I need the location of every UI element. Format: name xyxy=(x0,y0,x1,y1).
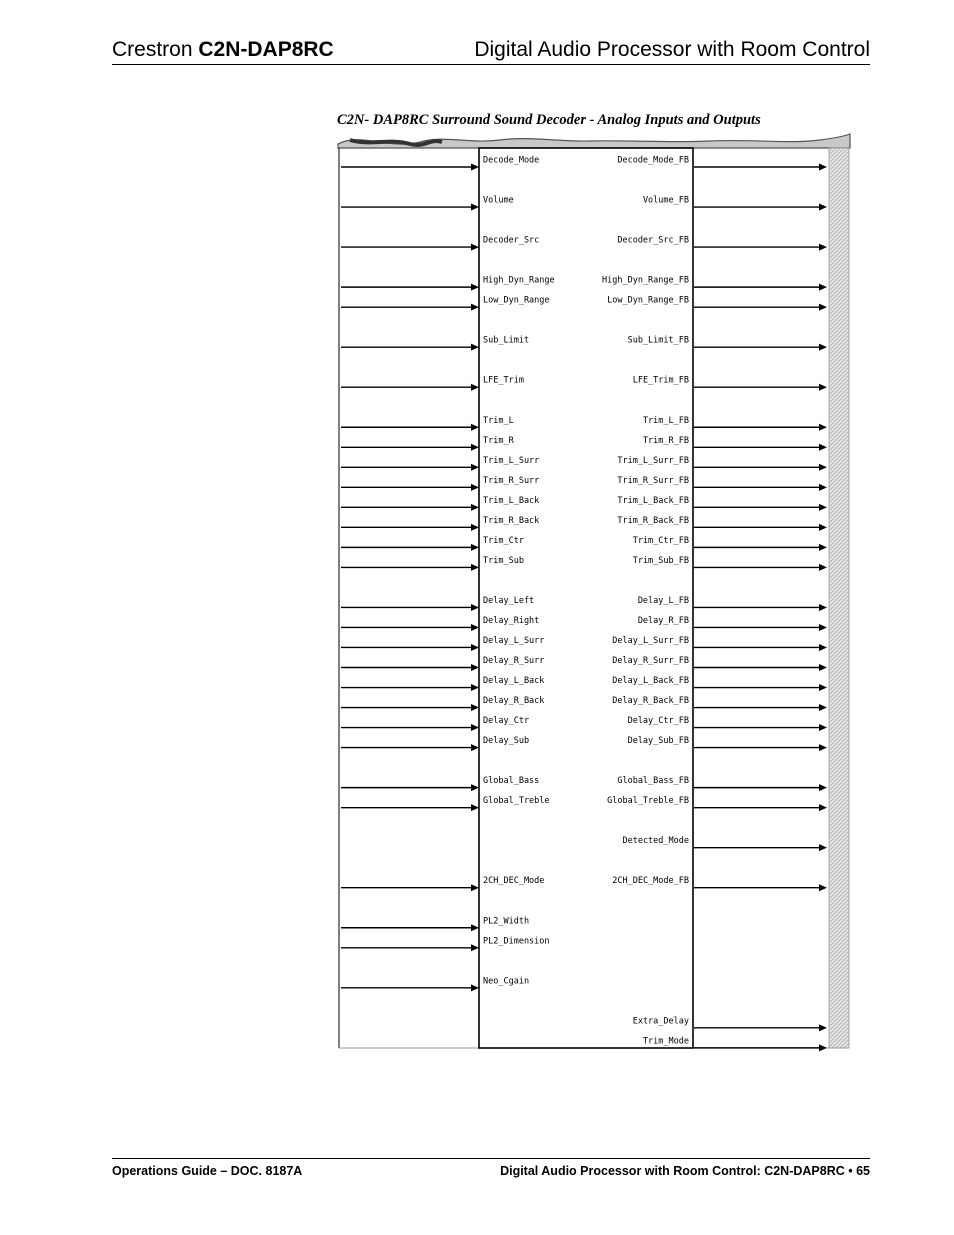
output-signal-label: Extra_Delay xyxy=(632,1016,689,1027)
input-signal-label: Delay_Left xyxy=(483,595,535,606)
input-arrow xyxy=(471,384,479,391)
output-signal-label: Trim_R_Surr_FB xyxy=(617,475,689,486)
input-signal-label: Global_Treble xyxy=(483,796,550,807)
header-brand: Crestron xyxy=(112,38,193,61)
output-signal-label: Volume_FB xyxy=(642,195,689,206)
input-arrow xyxy=(471,444,479,451)
input-arrow xyxy=(471,564,479,571)
output-signal-label: Trim_R_FB xyxy=(642,435,689,446)
output-arrow xyxy=(819,844,827,851)
header-product-title: Digital Audio Processor with Room Control xyxy=(474,38,870,61)
input-arrow xyxy=(471,544,479,551)
input-signal-label: Trim_R xyxy=(483,435,514,446)
input-signal-label: Trim_Ctr xyxy=(483,535,524,546)
output-signal-label: Delay_L_Surr_FB xyxy=(612,635,689,646)
input-arrow xyxy=(471,944,479,951)
output-arrow xyxy=(819,804,827,811)
input-signal-label: High_Dyn_Range xyxy=(483,275,555,286)
output-signal-label: High_Dyn_Range_FB xyxy=(602,275,689,286)
output-arrow xyxy=(819,504,827,511)
input-signal-label: Trim_R_Surr xyxy=(483,475,540,486)
output-signal-label: Trim_L_Surr_FB xyxy=(617,455,689,466)
output-arrow xyxy=(819,1024,827,1031)
input-signal-label: Delay_Ctr xyxy=(483,716,530,727)
input-arrow xyxy=(471,884,479,891)
page-header xyxy=(112,36,870,65)
input-arrow xyxy=(471,604,479,611)
output-signal-label: Trim_L_FB xyxy=(642,415,689,426)
input-arrow xyxy=(471,744,479,751)
input-signal-label: LFE_Trim xyxy=(483,375,524,386)
input-arrow xyxy=(471,704,479,711)
input-signal-label: Global_Bass xyxy=(483,776,540,787)
input-arrow xyxy=(471,464,479,471)
input-signal-label: Delay_Right xyxy=(483,615,540,626)
output-arrow xyxy=(819,604,827,611)
output-arrow xyxy=(819,564,827,571)
output-signal-label: Delay_Ctr_FB xyxy=(627,716,689,727)
output-arrow xyxy=(819,464,827,471)
symbol-diagram xyxy=(330,130,854,1055)
output-signal-label: Trim_L_Back_FB xyxy=(617,495,689,506)
input-signal-label: Trim_L_Surr xyxy=(483,455,540,466)
output-arrow xyxy=(819,444,827,451)
output-signal-label: Global_Bass_FB xyxy=(617,776,689,787)
output-arrow xyxy=(819,204,827,211)
input-signal-label: Delay_L_Back xyxy=(483,676,545,687)
output-arrow xyxy=(819,484,827,491)
input-signal-label: Sub_Limit xyxy=(483,335,530,346)
output-arrow xyxy=(819,244,827,251)
output-signal-label: Trim_Sub_FB xyxy=(632,555,689,566)
output-signal-label: Sub_Limit_FB xyxy=(627,335,689,346)
footer-page-info: Digital Audio Processor with Room Control: C2N-DAP8RC • 65 xyxy=(500,1164,870,1178)
input-signal-label: Delay_R_Back xyxy=(483,696,545,707)
input-arrow xyxy=(471,804,479,811)
output-arrow xyxy=(819,644,827,651)
input-signal-label: Decoder_Src xyxy=(483,235,540,246)
output-signal-label: Delay_L_Back_FB xyxy=(612,676,689,687)
output-signal-label: Decoder_Src_FB xyxy=(617,235,689,246)
header-brand-line xyxy=(112,38,334,62)
input-arrow xyxy=(471,164,479,171)
input-signal-label: Trim_R_Back xyxy=(483,515,540,526)
input-signal-label: Low_Dyn_Range xyxy=(483,295,550,306)
output-signal-label: Delay_Sub_FB xyxy=(627,736,689,747)
output-signal-label: Trim_Ctr_FB xyxy=(632,535,689,546)
output-signal-label: Delay_L_FB xyxy=(637,595,689,606)
input-arrow xyxy=(471,784,479,791)
input-signal-label: Volume xyxy=(483,195,514,206)
input-arrow xyxy=(471,524,479,531)
output-signal-label: Delay_R_Surr_FB xyxy=(612,656,689,666)
input-arrow xyxy=(471,644,479,651)
input-signal-label: Trim_L_Back xyxy=(483,495,540,506)
input-signal-label: Delay_R_Surr xyxy=(483,656,545,666)
input-arrow xyxy=(471,304,479,311)
input-arrow xyxy=(471,984,479,991)
input-arrow xyxy=(471,924,479,931)
input-signal-label: Trim_L xyxy=(483,415,514,426)
input-arrow xyxy=(471,504,479,511)
output-arrow xyxy=(819,524,827,531)
output-signal-label: Delay_R_Back_FB xyxy=(612,696,689,707)
input-signal-label: 2CH_DEC_Mode xyxy=(483,876,545,887)
input-arrow xyxy=(471,624,479,631)
output-arrow xyxy=(819,164,827,171)
output-signal-label: LFE_Trim_FB xyxy=(632,375,689,386)
output-arrow xyxy=(819,704,827,711)
output-signal-label: 2CH_DEC_Mode_FB xyxy=(612,876,689,887)
output-signal-label: Trim_R_Back_FB xyxy=(617,515,689,526)
input-signal-label: PL2_Width xyxy=(483,916,530,927)
output-arrow xyxy=(819,384,827,391)
output-arrow xyxy=(819,304,827,311)
output-arrow xyxy=(819,724,827,731)
scrollbar-strip xyxy=(829,148,849,1048)
output-arrow xyxy=(819,884,827,891)
output-arrow xyxy=(819,284,827,291)
input-arrow xyxy=(471,664,479,671)
input-signal-label: Trim_Sub xyxy=(483,555,524,566)
output-arrow xyxy=(819,424,827,431)
output-arrow xyxy=(819,684,827,691)
input-arrow xyxy=(471,204,479,211)
input-arrow xyxy=(471,484,479,491)
input-arrow xyxy=(471,684,479,691)
input-signal-label: Delay_Sub xyxy=(483,736,530,747)
output-arrow xyxy=(819,1044,827,1051)
output-arrow xyxy=(819,344,827,351)
header-model: C2N-DAP8RC xyxy=(198,38,334,61)
page-footer xyxy=(112,1158,870,1178)
input-arrow xyxy=(471,724,479,731)
input-signal-label: Neo_Cgain xyxy=(483,976,530,987)
output-arrow xyxy=(819,784,827,791)
input-signal-label: Decode_Mode xyxy=(483,155,540,166)
footer-doc-id: Operations Guide – DOC. 8187A xyxy=(112,1164,303,1178)
figure-caption: C2N- DAP8RC Surround Sound Decoder - Analog Inputs and Outputs xyxy=(337,112,761,128)
input-signal-label: PL2_Dimension xyxy=(483,936,550,947)
output-signal-label: Global_Treble_FB xyxy=(607,796,689,807)
output-signal-label: Delay_R_FB xyxy=(637,615,689,626)
symbol-diagram-svg xyxy=(330,130,854,1055)
output-arrow xyxy=(819,624,827,631)
input-signal-label: Delay_L_Surr xyxy=(483,635,545,646)
input-arrow xyxy=(471,424,479,431)
output-signal-label: Low_Dyn_Range_FB xyxy=(607,295,689,306)
input-arrow xyxy=(471,244,479,251)
output-arrow xyxy=(819,744,827,751)
output-signal-label: Decode_Mode_FB xyxy=(617,155,689,166)
output-signal-label: Trim_Mode xyxy=(642,1036,689,1047)
input-arrow xyxy=(471,284,479,291)
output-arrow xyxy=(819,664,827,671)
output-arrow xyxy=(819,544,827,551)
input-arrow xyxy=(471,344,479,351)
output-signal-label: Detected_Mode xyxy=(622,836,689,847)
